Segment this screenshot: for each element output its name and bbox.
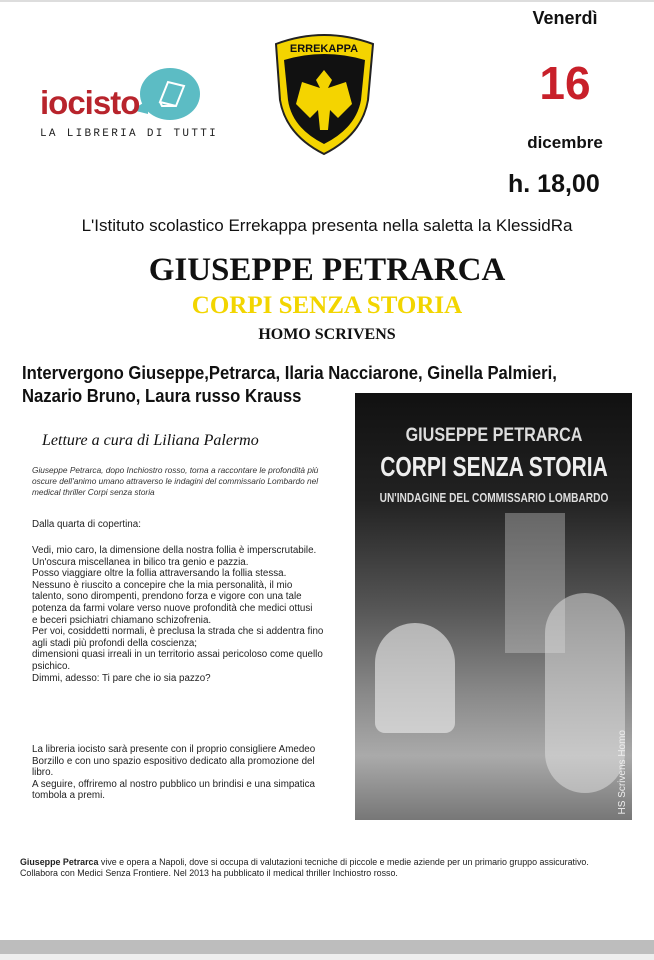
iocisto-tagline: LA LIBRERIA DI TUTTI — [40, 128, 219, 140]
quote-line: Un'oscura miscellanea in bilico tra genio e pazzia. — [32, 556, 249, 568]
quote-line: Posso viaggiare oltre la follia attraversando la follia stessa. — [32, 568, 287, 580]
note-line: libro. — [32, 767, 54, 779]
cover-publisher-mark: HS Scrivens Homo — [617, 729, 628, 814]
quote-line: Per voi, cosiddetti normali, è preclusa la strada che si addentra fino — [32, 626, 324, 638]
event-time: h. 18,00 — [508, 170, 600, 198]
bio-line2: Collabora con Medici Senza Frontiere. Nel 2013 ha pubblicato il medical thriller Inchiostro rosso. — [20, 868, 398, 878]
note-line: Borzillo e con uno spazio espositivo dedicato alla promozione del — [32, 755, 315, 767]
quote-line: dimensioni quasi irreali in un territorio assai pericoloso come quello — [32, 649, 323, 661]
errekappa-shield-logo — [272, 30, 377, 156]
top-divider — [0, 0, 654, 2]
book-bubble-icon — [140, 68, 200, 120]
author-bio — [20, 857, 640, 879]
back-cover-label: Dalla quarta di copertina: — [32, 519, 141, 530]
note-line: A seguire, offriremo al nostro pubblico un brindisi e una simpatica — [32, 778, 315, 790]
author-heading: GIUSEPPE PETRARCA — [148, 252, 506, 288]
intro-text: L'Istituto scolastico Errekappa presenta nella saletta la KlessidRa — [81, 216, 573, 235]
event-month: dicembre — [527, 133, 603, 152]
quote-line: Dimmi, adesso: Ti pare che io sia pazzo? — [32, 672, 211, 684]
note-line: tombola a premi. — [32, 790, 105, 802]
svg-text:ERREKAPPA: ERREKAPPA — [289, 43, 359, 55]
back-cover-quote — [32, 545, 352, 684]
quote-line: potenza da farmi volare verso nuove profondità che medici ottusi — [32, 602, 313, 614]
bio-name: Giuseppe Petrarca — [20, 857, 99, 867]
iocisto-wordmark: iocisto — [40, 84, 140, 121]
quote-line: e beceri psichiatri chiamano schizofrenia. — [32, 614, 212, 626]
note-line: La libreria iocisto sarà presente con il proprio consigliere Amedeo — [32, 744, 316, 755]
quote-line: Nessuno è riuscito a concepire che la mia personalità, il mio — [32, 579, 293, 591]
quote-line: agli stadi più profondi della coscienza; — [32, 637, 198, 649]
cover-ghost-figure — [545, 593, 625, 793]
synopsis: Giuseppe Petrarca, dopo Inchiostro rosso, torna a raccontare le profondità più oscure dell'animo umano attraverso le indagini del commissario Lombardo nel medical thriller Corpi senza storia — [32, 465, 319, 497]
cover-seated-figure — [375, 623, 455, 733]
publisher-name: HOMO SCRIVENS — [258, 326, 396, 343]
event-weekday: Venerdì — [532, 8, 598, 28]
quote-line: psichico. — [32, 660, 71, 672]
quote-line: talento, sono dirompenti, prendono forza e vigore con una tale — [32, 591, 302, 603]
cover-subtitle: UN'INDAGINE DEL COMMISSARIO LOMBARDO — [379, 490, 608, 505]
bio-text: vive e opera a Napoli, dove si occupa di valutazioni tecniche di piccole e medie aziende per un primario gruppo assicurativo. — [98, 857, 589, 867]
cover-title: CORPI SENZA STORIA — [379, 451, 608, 482]
book-title: CORPI SENZA STORIA — [191, 292, 463, 319]
book-cover-image — [355, 393, 632, 820]
quote-line: Vedi, mio caro, la dimensione della nostra follia è imperscrutabile. — [32, 545, 317, 556]
event-note — [32, 744, 352, 802]
speakers-line: Intervergono Giuseppe,Petrarca, Ilaria Nacciarone, Ginella Palmieri, — [22, 362, 557, 383]
bottom-strip — [0, 954, 654, 960]
readings-credit: Letture a cura di Liliana Palermo — [42, 432, 259, 449]
cover-author: GIUSEPPE PETRARCA — [405, 425, 582, 446]
event-day: 16 — [539, 57, 591, 109]
speakers-line: Nazario Bruno, Laura russo Krauss — [22, 385, 302, 406]
bottom-band — [0, 940, 654, 954]
